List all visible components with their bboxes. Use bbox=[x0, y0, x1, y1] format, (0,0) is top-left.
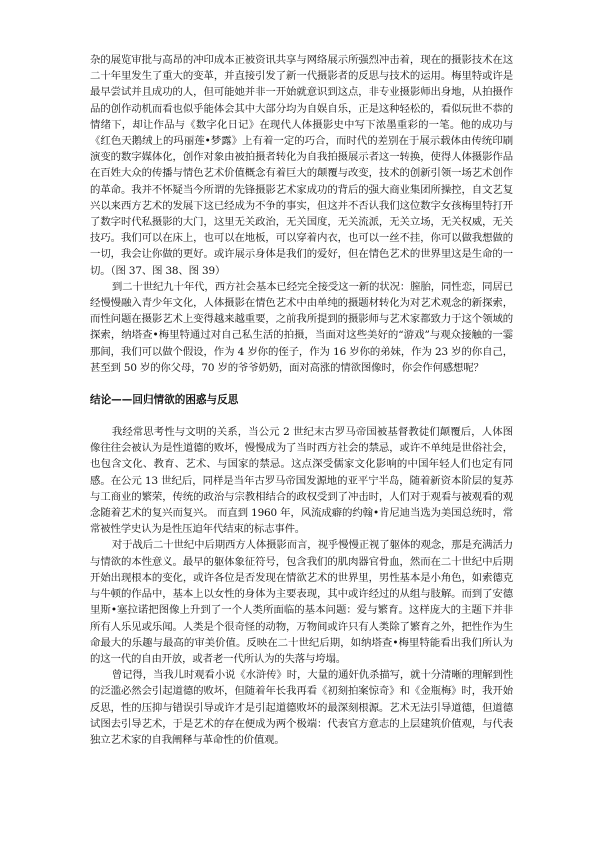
section-heading: 结论——回归情欲的困惑与反思 bbox=[90, 394, 239, 407]
body-paragraph: 曾记得，当我儿时观看小说《水浒传》时，大量的通奸仇杀描写，就十分清晰的理解到性的泛滥必然会引起道德的败坏，但随着年长我再看《初刻拍案惊奇》和《金瓶梅》时，我开始反思，性的压抑与错误引导或许才是引起道德败坏的最深刻根源。艺术无法引导道德，但道德试图去引导艺术，于是艺术的存在便成为两个极端：代表官方意志的上层建筑价值观，与代表独立艺术家的自我阐释与革命性的价值观。 bbox=[90, 669, 513, 746]
document-page bbox=[90, 52, 513, 748]
body-paragraph: 对于战后二十世纪中后期西方人体摄影而言，视乎慢慢正视了躯体的观念，那是充满活力与情欲的本性意义。最早的躯体象征符号，包含我们的肌肉器官骨血，然而在二十世纪中后期开始出现根本的变化，或许各位是否发现在情欲艺术的世界里，男性基本是小角色，如索德克与牛顿的作品中，基本上以女性的身体为主要表现，其中或许经过的从组与肢解。而到了安德里斯•塞拉诺把图像上升到了一个人类所面临的基本问题：爱与繁育。这样庞大的主题下并非所有人乐见或乐闻。人类是个很奇怪的动物，万物间或许只有人类除了繁育之外，把性作为生命最大的乐趣与最高的审美价值。反映在二十世纪后期，如纳塔查•梅里特能看出我们所认为的这一代的自由开放，或者老一代所认为的失落与垮塌。 bbox=[90, 539, 513, 665]
body-paragraph: 我经常思考性与文明的关系，当公元 2 世纪末古罗马帝国被基督教徒们颠覆后，人体图像往往会被认为是性道德的败坏，慢慢成为了当时西方社会的禁忌，或许不单纯是世俗社会，也包含文化、教育、艺术、与国家的禁忌。这点深受儒家文化影响的中国年轻人们也定有同感。在公元 13 世纪后，同样是当年古罗马帝国发源地的亚平宁半岛，随着新资本阶层的复苏与工商业的繁荣，传统的政治与宗教相结合的政权受到了冲击时，人们对于观看与被观看的观念随着艺术的复兴而复兴。 而直到 1960 年，风流成癖的约翰•肯尼迪当选为美国总统时，常常被性学史认为是性压迫年代结束的标志事件。 bbox=[90, 426, 513, 536]
body-paragraph: 到二十世纪九十年代，西方社会基本已经完全接受这一新的状况：膣胎，同性恋，同居已经慢慢融入青少年文化，人体摄影在情色艺术中由单纯的摄题材转化为对艺术观念的新探索，而性问题在摄影艺术上变得越来越重要，之前我所提到的摄影师与艺术家都致力于这个领域的探索，纳塔查•梅里特通过对自己私生活的拍摄，当面对这些美好的“游戏”与观众接触的一霎那间，我们可以做个假设，作为 4 岁你的侄子，作为 16 岁你的弟妹，作为 23 岁的你自己，甚至到 50 岁的你父母，70 岁的爷爷奶奶，面对高涨的情欲图像时，你会作何感想呢？ bbox=[90, 280, 513, 374]
body-paragraph: 杂的展览审批与高昂的冲印成本正被资讯共享与网络展示所强烈冲击着，现在的摄影技术在这二十年里发生了重大的变革，并直接引发了新一代摄影者的反思与技术的运用。梅里特或许是最早尝试并且成功的人，但可能她并非一开始就意识到这点，非专业摄影师出身地，从拍摄作品的创作动机而看也似乎能体会其中大部分均为自娱自乐，正是这种轻松的，看似玩世不恭的情绪下，却让作品与《数字化日记》在现代人体摄影史中写下浓墨重彩的一笔。他的成功与《红色天鹅绒上的玛丽莲•梦露》上有着一定的巧合，而时代的差别在于展示载体由传统印刷演变的数字媒体化，创作对象由被拍摄者转化为自我拍摄展示者这一转换，使得人体摄影作品在百姓大众的传播与情色艺术价值概念有着巨大的颠覆与改变，技术的创新引领一场艺术创作的革命。我并不怀疑当今所谓的先锋摄影艺术家成功的背后的强大商业集团所操控，自文艺复兴以来西方艺术的发展下这已经成为不争的事实，但这并不否认我们这位数字女孩梅里特打开了数字时代私摄影的大门，这里无关政治，无关国度，无关流派，无关立场，无关权威，无关技巧。我们可以在床上，也可以在地板，可以穿着内衣，也可以一丝不挂，你可以做我想做的一切，我会让你做的更好。或许展示身体是我们的爱好，但在情色艺术的世界里这是生命的一切。（图 37、图 38、图 39） bbox=[90, 54, 513, 277]
